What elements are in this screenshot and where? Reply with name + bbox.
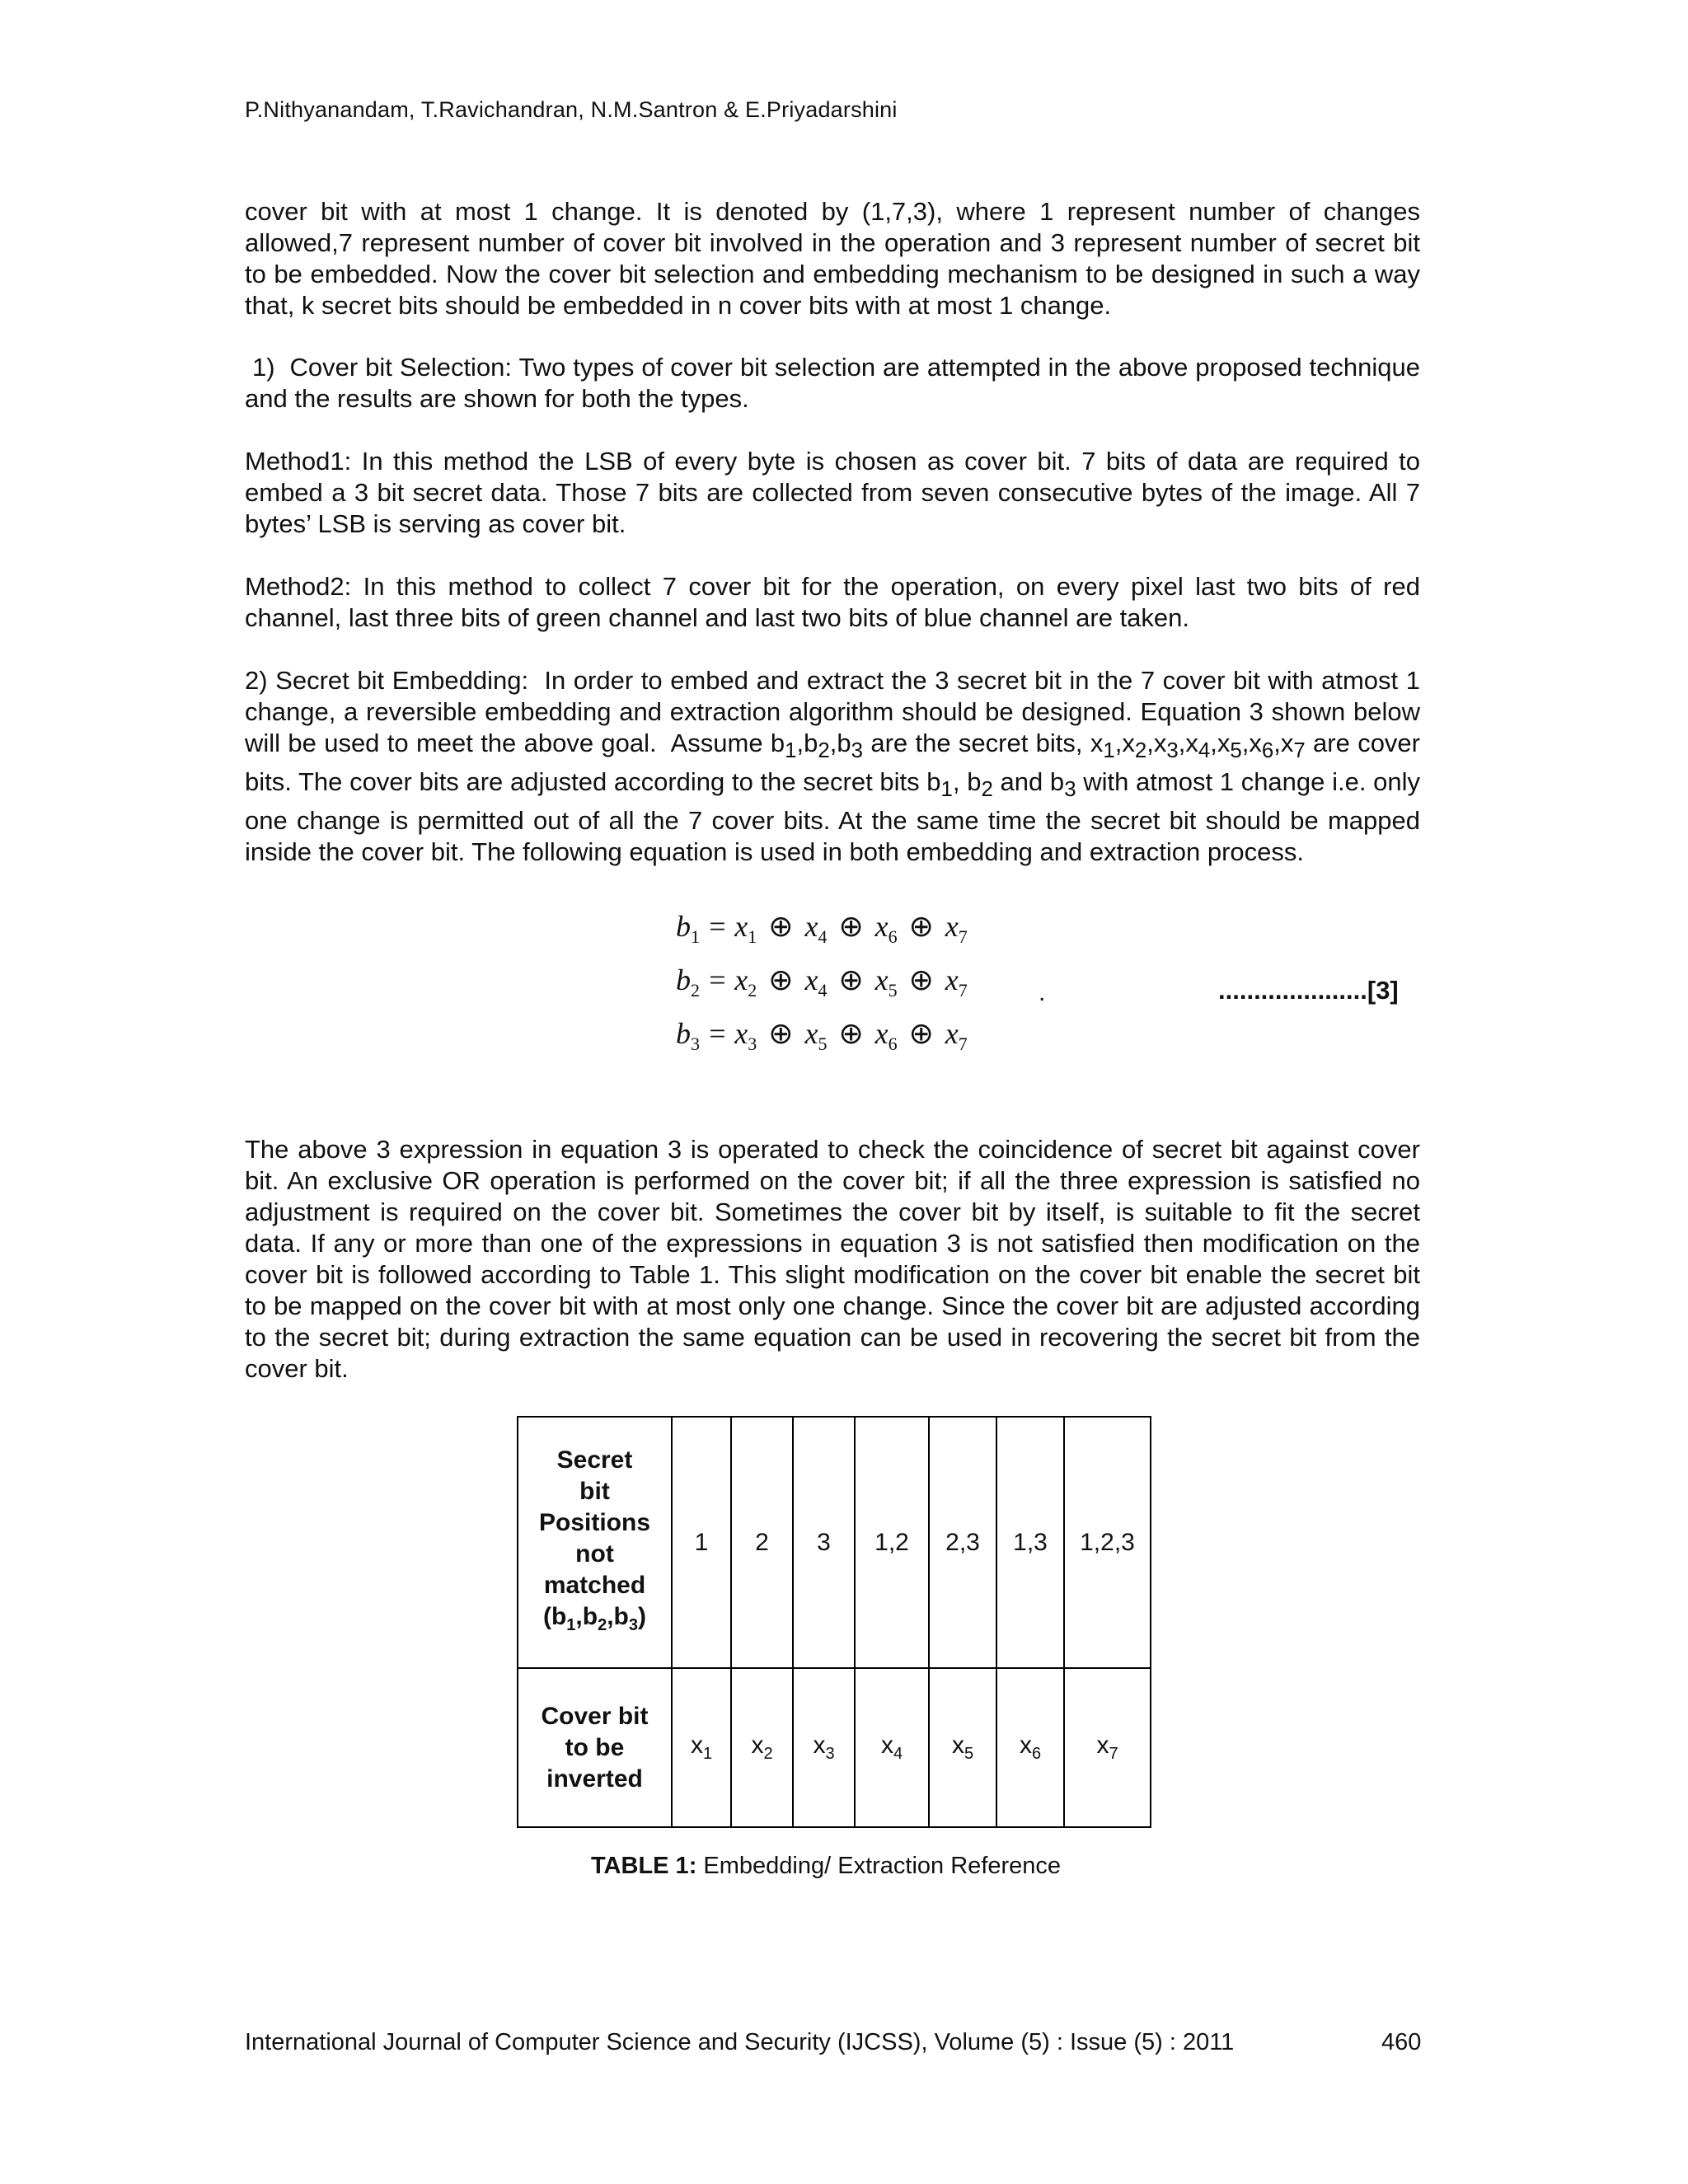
paragraph-cover-bit-selection: 1) Cover bit Selection: Two types of cover bit selection are attempted in the above proposed technique and the results are shown for both the types. [245, 353, 1420, 413]
paragraph-secret-bit-embedding: 2) Secret bit Embedding: In order to embed and extract the 3 secret bit in the 7 cover bit with atmost 1 change, a reversible embedding and extraction algorithm should be designed. Equation 3 shown below will be used to meet the above goal. Assume $b_1,b_2,b_3$ are the secret bits, $x_1,x_2,x_3,x_4,x_5,x_6,x_7$ are cover bits. The cover bits are adjusted according to the secret bits $b_1$, $b_2$ and $b_3$ with atmost 1 change i.e. only one change is permitted out of all the 7 cover bits. At the same time the secret bit should be mapped inside the cover bit. The following equation is used in both embedding and extraction process. [245, 666, 1420, 867]
table-cell: $x_2$ [731, 1668, 793, 1827]
table-caption [591, 1853, 1061, 1880]
table-row-positions [518, 1417, 1151, 1668]
table-cell: 2 [731, 1417, 793, 1668]
table-cell: $x_1$ [672, 1668, 731, 1827]
equation-row-b2: $b_2 = x_2$ ⊕ $x_4$ ⊕ $x_5$ ⊕ $x_7$ [676, 963, 968, 1001]
table-cell: 1,2 [855, 1417, 929, 1668]
footer-journal: International Journal of Computer Science and Security (IJCSS), Volume (5) : Issue (5) : 2011 [245, 2029, 1235, 2055]
equation-3 [676, 905, 968, 1066]
table-cell: $x_4$ [855, 1668, 929, 1827]
table-cell: 3 [793, 1417, 855, 1668]
table-cell: 1,2,3 [1064, 1417, 1151, 1668]
table-cell: 1,3 [996, 1417, 1064, 1668]
table-cell: $x_3$ [793, 1668, 855, 1827]
table-row-inverted [518, 1668, 1151, 1827]
table-cell: $x_5$ [929, 1668, 996, 1827]
table-header-positions: Secret bit Positions not matched $(b_1,b_2,b_3)$ [518, 1417, 672, 1668]
equation-number: .....................[3] [1218, 976, 1399, 1005]
equation-dot: . [1039, 979, 1046, 1006]
paragraph-intro: cover bit with at most 1 change. It is denoted by (1,7,3), where 1 represent number of changes allowed,7 represent number of cover bit involved in the operation and 3 represent number of secret bit to be embedded. Now the cover bit selection and embedding mechanism to be designed in such a way that, k secret bits should be embedded in n cover bits with at most 1 change. [245, 197, 1420, 320]
paragraph-method2: Method2: In this method to collect 7 cover bit for the operation, on every pixel last two bits of red channel, last three bits of green channel and last two bits of blue channel are taken. [245, 572, 1420, 632]
page-number: 460 [1381, 2029, 1422, 2055]
paragraph-xor-explanation: The above 3 expression in equation 3 is operated to check the coincidence of secret bit against cover bit. An exclusive OR operation is performed on the cover bit; if all the three expression is satisfied no adjustment is required on the cover bit. Sometimes the cover bit by itself, is suitable to fit the secret data. If any or more than one of the expressions in equation 3 is not satisfied then modification on the cover bit is followed according to Table 1. This slight modification on the cover bit enable the secret bit to be mapped on the cover bit with at most only one change. Since the cover bit are adjusted according to the secret bit; during extraction the same equation can be used in recovering the secret bit from the cover bit. [245, 1135, 1420, 1383]
table-cell: $x_6$ [996, 1668, 1064, 1827]
reference-table [517, 1416, 1151, 1828]
equation-row-b3: $b_3 = x_3$ ⊕ $x_5$ ⊕ $x_6$ ⊕ $x_7$ [676, 1017, 968, 1055]
table-caption-text: Embedding/ Extraction Reference [696, 1853, 1062, 1879]
running-header: P.Nithyanandam, T.Ravichandran, N.M.Santron & E.Priyadarshini [245, 97, 898, 122]
table-cell: 1 [672, 1417, 731, 1668]
paragraph-method1: Method1: In this method the LSB of every byte is chosen as cover bit. 7 bits of data are required to embed a 3 bit secret data. Those 7 bits are collected from seven consecutive bytes of the image. All 7 bytes’ LSB is serving as cover bit. [245, 447, 1420, 538]
table-caption-label: TABLE 1: [591, 1853, 697, 1879]
table-cell: $x_7$ [1064, 1668, 1151, 1827]
table-cell: 2,3 [929, 1417, 996, 1668]
table-header-inverted: Cover bit to be inverted [518, 1668, 672, 1827]
equation-row-b1: $b_1 = x_1$ ⊕ $x_4$ ⊕ $x_6$ ⊕ $x_7$ [676, 910, 968, 948]
